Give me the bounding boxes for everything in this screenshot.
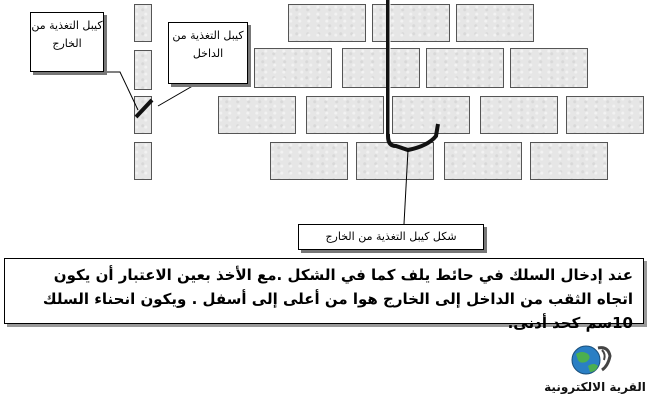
front-cable [388,0,438,150]
inside-cable-callout [168,22,248,84]
logo-text: القرية الالكترونية [544,380,646,394]
wall-cable [136,100,152,117]
bottom-cable-label: شكل كيبل التغذية من الخارج [325,230,457,243]
globe-icon [568,342,612,378]
bottom-callout-pointer [404,150,408,224]
outside-cable-label: كيبل التغذية من الخارج [31,19,103,50]
outside-callout-pointer [104,72,138,110]
explanation-caption [4,258,644,332]
caption-text: عند إدخال السلك في حائط يلف كما في الشكل .مع الأخذ بعين الاعتبار أن يكون اتجاه الثقب من الداخل إلى الخارج هوا من أعلى إلى أسفل . ويكون انحناء السلك 10سم كحد أدنى. [42,266,633,332]
bottom-cable-callout [298,224,484,250]
inside-cable-label: كيبل التغذية من الداخل [172,29,244,60]
outside-cable-callout [30,12,104,72]
inside-callout-pointer [158,84,196,106]
